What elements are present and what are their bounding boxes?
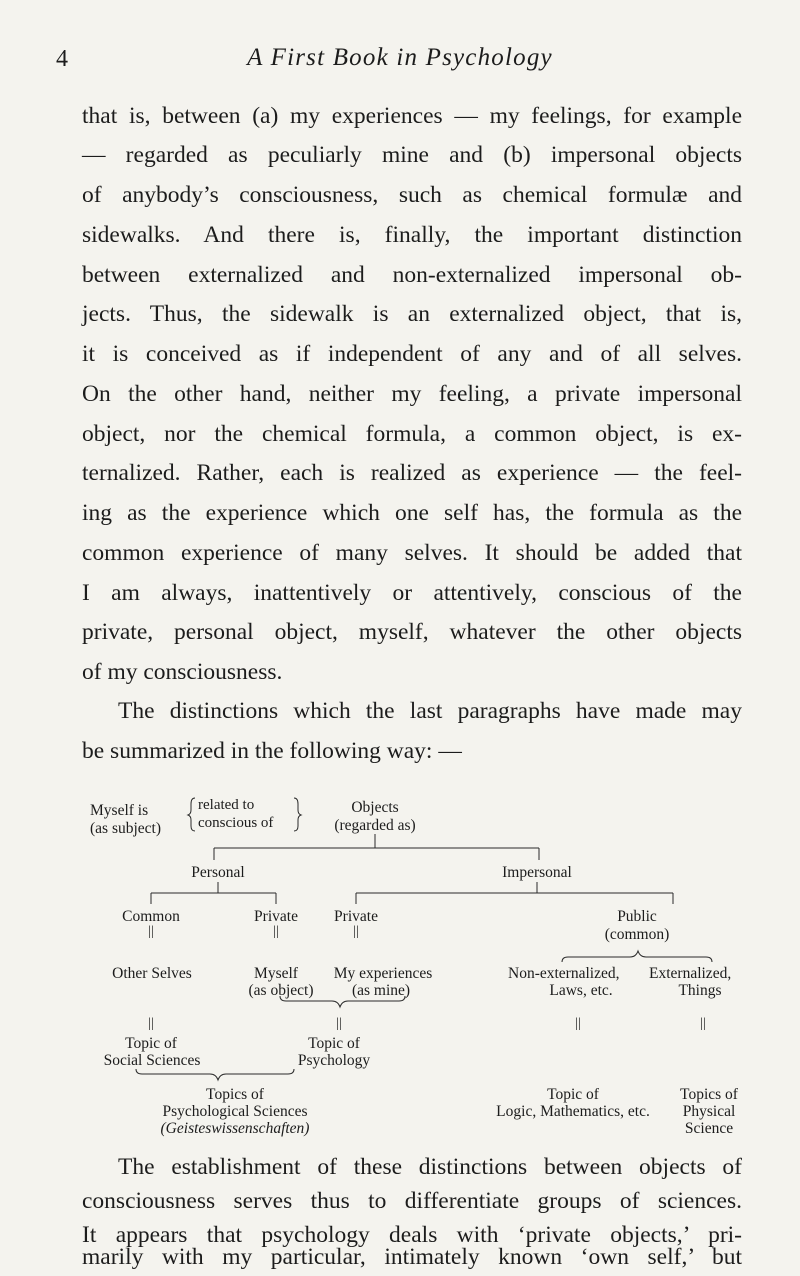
text-line: be summarized in the following way: — — [82, 738, 462, 764]
text-line: common experience of many selves. It should be added that — [82, 540, 742, 566]
label-other-selves: Other Selves — [112, 965, 192, 982]
label-topics-of-psych-sciences: Topics of — [206, 1086, 264, 1103]
label-social-sciences: Social Sciences — [103, 1052, 201, 1069]
label-geisteswissenschaften: (Geisteswissenschaften) — [160, 1120, 310, 1137]
text-line: sidewalks. And there is, finally, the important distinction — [82, 222, 742, 248]
label-laws-etc: Laws, etc. — [549, 982, 613, 999]
label-physical: Physical — [682, 1103, 736, 1120]
text-line: ternalized. Rather, each is realized as experience — the feel- — [82, 460, 742, 486]
text-line: On the other hand, neither my feeling, a private impersonal — [82, 381, 742, 407]
equals-mark: || — [575, 1016, 581, 1031]
label-personal: Personal — [191, 864, 245, 881]
text-line: marily with my particular, intimately known ‘own self,’ but — [82, 1244, 742, 1270]
equals-mark: || — [353, 924, 359, 939]
label-topic-of-psych: Topic of — [308, 1035, 360, 1052]
text-line: of my consciousness. — [82, 659, 283, 685]
label-externalized: Externalized, — [649, 965, 732, 982]
equals-mark: || — [273, 924, 279, 939]
label-topic-of-social: Topic of — [125, 1035, 177, 1052]
equals-mark: || — [700, 1016, 706, 1031]
label-things: Things — [678, 982, 722, 999]
text-line: private, personal object, myself, whatever the other objects — [82, 619, 742, 645]
text-line: jects. Thus, the sidewalk is an externalized object, that is, — [82, 301, 742, 327]
text-line: I am always, inattentively or attentively, conscious of the — [82, 580, 742, 606]
label-objects: Objects — [351, 799, 399, 816]
equals-mark: || — [336, 1016, 342, 1031]
label-myself-is: Myself is — [90, 802, 149, 819]
text-line: The establishment of these distinctions between objects of — [118, 1154, 742, 1180]
label-my-experiences: My experiences — [333, 965, 433, 982]
label-myself: Myself — [254, 965, 298, 982]
label-topics-of-physical: Topics of — [680, 1086, 738, 1103]
text-line: It appears that psychology deals with ‘private objects,’ pri- — [82, 1222, 742, 1248]
label-non-externalized: Non-externalized, — [508, 965, 620, 982]
label-as-mine: (as mine) — [351, 982, 411, 999]
text-line: between externalized and non-externalized impersonal ob- — [82, 262, 742, 288]
label-common-paren: (common) — [604, 926, 670, 943]
text-line: consciousness serves thus to differentiate groups of sciences. — [82, 1188, 742, 1214]
label-common: Common — [122, 908, 180, 925]
label-as-subject: (as subject) — [90, 820, 162, 837]
text-line: object, nor the chemical formula, a common object, is ex- — [82, 421, 742, 447]
text-line: it is conceived as if independent of any and of all selves. — [82, 341, 742, 367]
label-private-impersonal: Private — [334, 908, 378, 925]
text-line: — regarded as peculiarly mine and (b) impersonal objects — [82, 142, 742, 168]
label-related-to: related to — [198, 797, 255, 813]
label-as-object: (as object) — [248, 982, 314, 999]
equals-mark: || — [148, 924, 154, 939]
running-title: A First Book in Psychology — [247, 44, 553, 71]
label-private-personal: Private — [254, 908, 298, 925]
label-conscious-of: conscious of — [198, 815, 274, 831]
page-number: 4 — [56, 46, 68, 72]
label-psychology: Psychology — [297, 1052, 371, 1069]
text-line: of anybody’s consciousness, such as chemical formulæ and — [82, 182, 742, 208]
label-impersonal: Impersonal — [502, 864, 572, 881]
equals-mark: || — [148, 1016, 154, 1031]
text-line: The distinctions which the last paragraphs have made may — [118, 698, 742, 724]
text-line: that is, between (a) my experiences — my feelings, for example — [82, 103, 742, 129]
text-line: ing as the experience which one self has, the formula as the — [82, 500, 742, 526]
label-psychological-sciences: Psychological Sciences — [162, 1103, 308, 1120]
label-public: Public — [617, 908, 657, 925]
label-logic-mathematics: Logic, Mathematics, etc. — [496, 1103, 650, 1120]
label-science: Science — [684, 1120, 734, 1137]
label-topic-of-logic: Topic of — [547, 1086, 599, 1103]
label-regarded-as: (regarded as) — [334, 817, 416, 834]
